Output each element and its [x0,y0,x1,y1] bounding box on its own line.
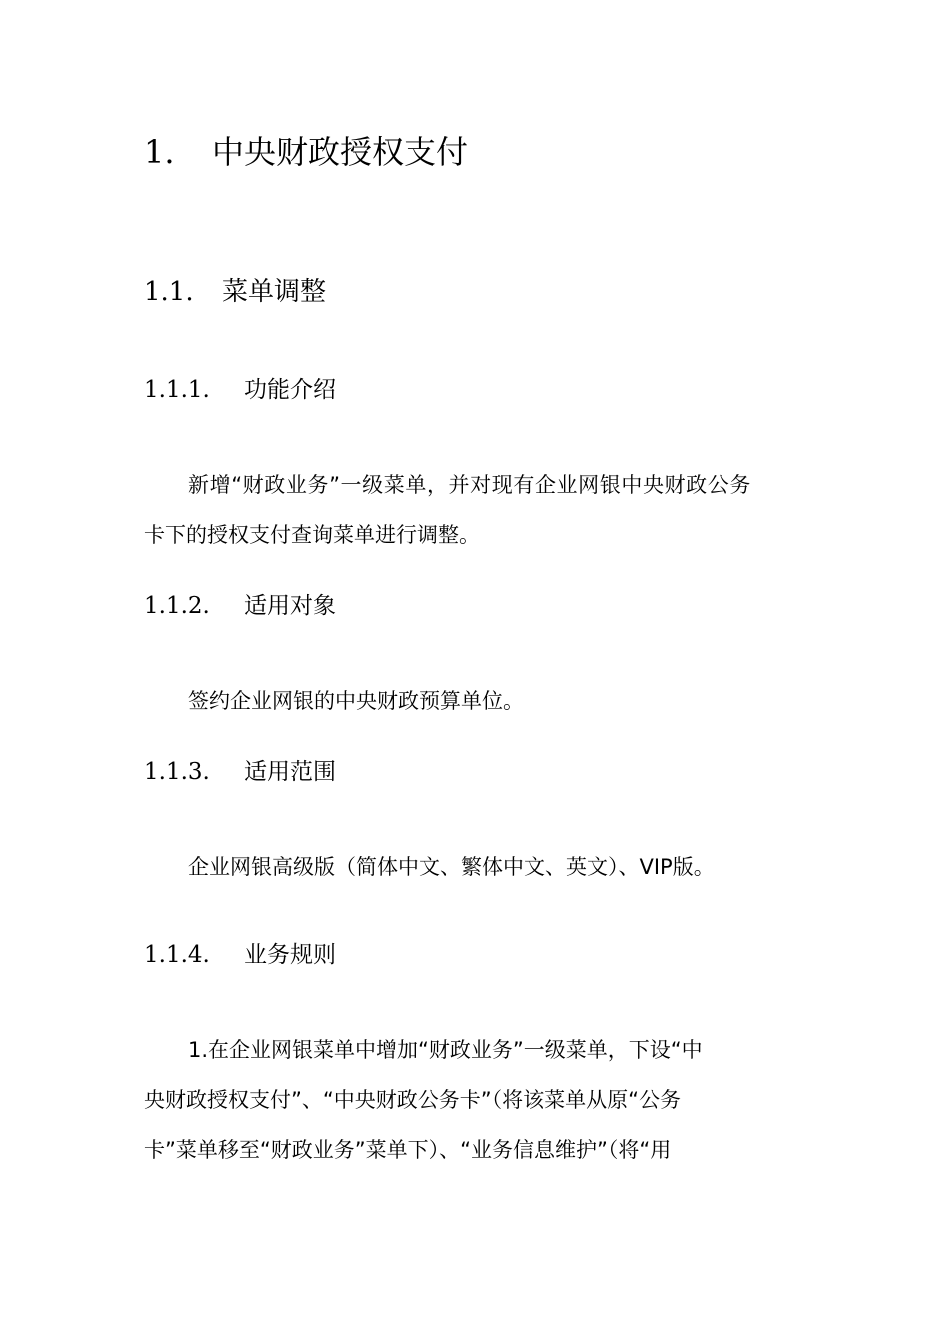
paragraph-text: 卡下的授权支付查询菜单进行调整。 [144,523,480,547]
paragraph-text: 1.在企业网银菜单中增加“财政业务”一级菜单，下设“中 [188,1038,703,1062]
paragraph-text: 企业网银高级版（简体中文、繁体中文、英文）、VIP版。 [188,855,715,879]
heading-3-title: 适用对象 [244,593,336,619]
paragraph-text: 卡”菜单移至“财政业务”菜单下）、“业务信息维护”（将“用 [144,1138,672,1162]
paragraph-line [144,470,809,500]
paragraph-text: 新增“财政业务”一级菜单，并对现有企业网银中央财政公务 [188,473,751,497]
paragraph-line [144,1135,809,1165]
heading-1-number: 1. [144,133,175,171]
paragraph-line [144,520,809,550]
paragraph-line [188,686,788,716]
heading-3-number: 1.1.1. [144,377,210,403]
heading-3-title: 功能介绍 [244,377,336,403]
heading-3-number: 1.1.3. [144,759,210,785]
paragraph-text: 签约企业网银的中央财政预算单位。 [188,689,524,713]
paragraph-line [188,852,808,882]
heading-1-title: 中央财政授权支付 [212,133,469,171]
paragraph-line [144,1085,809,1115]
heading-3-title: 业务规则 [244,942,336,968]
heading-3-number: 1.1.4. [144,942,210,968]
heading-2-number: 1.1. [144,277,194,307]
paragraph-line [188,1035,788,1065]
heading-3-title: 适用范围 [244,759,336,785]
heading-3-number: 1.1.2. [144,593,210,619]
heading-2-title: 菜单调整 [222,277,327,307]
paragraph-text: 央财政授权支付”、“中央财政公务卡”（将该菜单从原“公务 [144,1088,682,1112]
